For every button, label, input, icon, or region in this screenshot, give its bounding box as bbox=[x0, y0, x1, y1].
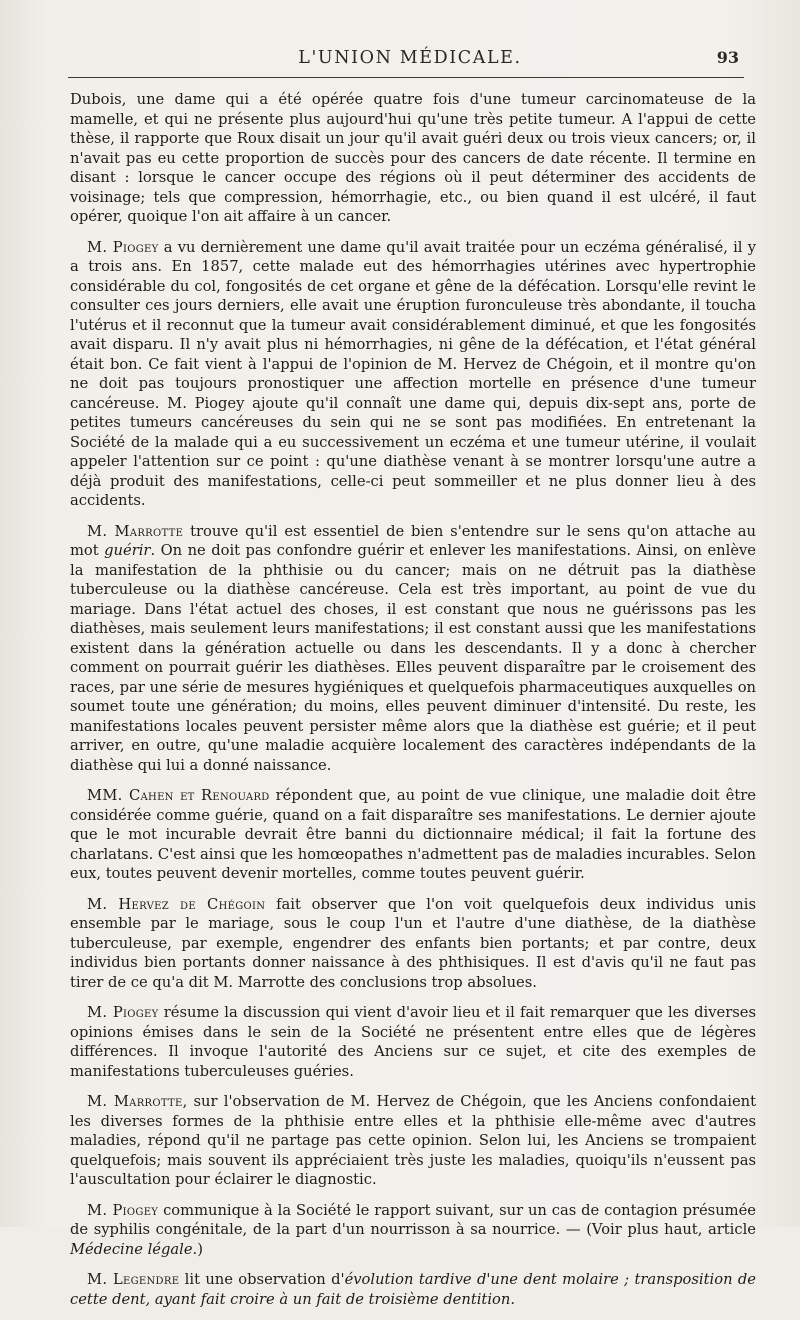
paragraph-4 bbox=[70, 786, 756, 884]
paragraph-text: , sur l'observation de M. Hervez de Chégoin, que les Anciens confondaient les diverses formes de la phthisie entre elles et la phthisie elle-même avec d'autres maladies, répond qu'il ne partage pas cette opinion. Selon lui, les Anciens se trompaient quelquefois; mais souvent ils appréciaient très juste les maladies, quoiqu'ils n'eussent pas l'auscultation pour éclairer le diagnostic. bbox=[70, 1093, 756, 1188]
paragraph-text: trouve qu'il est essentiel de bien s'entendre sur le sens qu'on attache au mot bbox=[70, 522, 756, 559]
page-number: 93 bbox=[716, 48, 739, 67]
speaker-name: M. Legendre bbox=[87, 1271, 180, 1288]
paragraph-3 bbox=[70, 522, 756, 776]
speaker-name: M. Piogey bbox=[87, 238, 159, 256]
running-title: L'UNION MÉDICALE. bbox=[298, 48, 522, 68]
speaker-name: M. Piogey bbox=[87, 1201, 159, 1219]
paragraph-text: communique à la Société le rapport suivant, sur un cas de contagion présumée de syphilis congénitale, de la part d'un nourrisson à sa nourrice. — (Voir plus haut, article bbox=[70, 1201, 756, 1238]
italic-reference: Médecine légale. bbox=[70, 1240, 198, 1258]
paragraph-1 bbox=[70, 90, 756, 227]
running-head bbox=[75, 44, 745, 74]
italic-term: guérir bbox=[104, 542, 151, 559]
speaker-name: M. Hervez de Chégoin bbox=[87, 895, 266, 913]
paragraph-text: . On ne doit pas confondre guérir et enlever les manifestations. Ainsi, on enlève la manifestation de la phthisie ou du cancer; mais on ne détruit pas la diathèse tuberculeuse ou la diathèse cancéreuse. Cela est très important, au point de vue du mariage. Dans l'état actuel des choses, il est constant que nous ne guérissons pas les diathèses, mais seulement leurs manifestations; il est constant aussi que les manifestations existent dans la génération actuelle ou dans les descendants. Il y a donc à chercher comment on pourrait guérir les diathèses. Elles peuvent disparaître par le croisement des races, par une série de mesures hygiéniques et quelquefois pharmaceutiques auxquelles on soumet toute une génération; du moins, elles peuvent diminuer d'intensité. Du reste, les manifestations locales peuvent persister même alors que la diathèse est guérie; et il peut arriver, en outre, qu'une maladie acquière localement des caractères indépendants de la diathèse qui lui a donné naissance. bbox=[70, 542, 757, 774]
paragraph-text: ) bbox=[197, 1240, 203, 1258]
paragraph-8 bbox=[70, 1201, 756, 1260]
paragraph-text: lit une observation d' bbox=[179, 1271, 345, 1288]
paragraph-9 bbox=[70, 1270, 756, 1309]
paragraph-7 bbox=[70, 1092, 756, 1190]
speaker-name: M. Marrotte bbox=[87, 522, 184, 540]
speaker-name: M. Marrotte bbox=[87, 1093, 183, 1110]
paragraph-text: Dubois, une dame qui a été opérée quatre fois d'une tumeur carcinomateuse de la mamelle, et qui ne présente plus aujourd'hui qu'une très petite tumeur. A l'appui de cette thèse, il rapporte que Roux disait un jour qu'il avait guéri deux ou trois vieux cancers; or, il n'avait pas eu cette proportion de succès pour des cancers de date récente. Il termine en disant : lorsque le cancer occupe des régions où il peut déterminer des accidents de voisinage; tels que compression, hémorrhagie, etc., ou bien quand il est ulcéré, il faut opérer, quoique l'on ait affaire à un cancer. bbox=[70, 91, 756, 225]
speaker-name: M. Piogey bbox=[87, 1004, 159, 1021]
paragraph-6 bbox=[70, 1003, 756, 1081]
header-rule bbox=[68, 77, 744, 78]
paragraph-2 bbox=[70, 238, 756, 511]
speaker-name: MM. Cahen et Renouard bbox=[87, 787, 270, 804]
body-text bbox=[70, 90, 756, 1320]
italic-title: évolution tardive d'une dent molaire ; transposition de cette dent, ayant fait croire à un fait de troisième dentition. bbox=[70, 1271, 756, 1308]
paragraph-text: fait observer que l'on voit quelquefois deux individus unis ensemble par le mariage, sous le coup l'un et l'autre d'une diathèse, de la diathèse tuberculeuse, par exemple, engendrer des enfants bien portants; et par contre, deux individus bien portants donner naissance à des phthisiques. Il est d'avis qu'il ne faut pas tirer de ce qu'a dit M. Marrotte des conclusions trop absolues. bbox=[70, 895, 756, 991]
paragraph-text: répondent que, au point de vue clinique, une maladie doit être considérée comme guérie, quand on a fait disparaître ses manifestations. Le dernier ajoute que le mot incurable devrait être banni du dictionnaire médical; il fait la fortune des charlatans. C'est ainsi que les homœopathes n'admettent pas de maladies incurables. Selon eux, toutes peuvent devenir mortelles, comme toutes peuvent guérir. bbox=[70, 787, 756, 882]
paragraph-5 bbox=[70, 895, 756, 993]
paragraph-text: a vu dernièrement une dame qu'il avait traitée pour un eczéma généralisé, il y a trois ans. En 1857, cette malade eut des hémorrhagies utérines avec hypertrophie considérable du col, fongosités de cet organe et gêne de la défécation. Lorsqu'elle revint le consulter ces jours derniers, elle avait une éruption furonculeuse très abondante, il toucha l'utérus et il reconnut que la tumeur avait considérablement diminué, et que les fongosités avait disparu. Il n'y avait plus ni hémorrhagies, ni gêne de la défécation, et l'état général était bon. Ce fait vient à l'appui de l'opinion de M. Hervez de Chégoin, et il montre qu'on ne doit pas toujours pronostiquer une affection mortelle en présence d'une tumeur cancéreuse. M. Piogey ajoute qu'il connaît une dame qui, depuis dix-sept ans, porte de petites tumeurs cancéreuses du sein qui ne se sont pas modifiées. En entretenant la Société de la malade qui a eu successivement un eczéma et une tumeur utérine, il voulait appeler l'attention sur ce point : qu'une diathèse venant à se montrer lorsqu'une autre a déjà produit des manifestations, celle-ci peut sommeiller et ne plus donner lieu à des accidents. bbox=[70, 238, 756, 509]
paragraph-text: résume la discussion qui vient d'avoir lieu et il fait remarquer que les diverses opinions émises dans le sein de la Société ne présentent entre elles que de légères différences. Il invoque l'autorité des Anciens sur ce sujet, et cite des exemples de manifestations tuberculeuses guéries. bbox=[70, 1004, 756, 1080]
